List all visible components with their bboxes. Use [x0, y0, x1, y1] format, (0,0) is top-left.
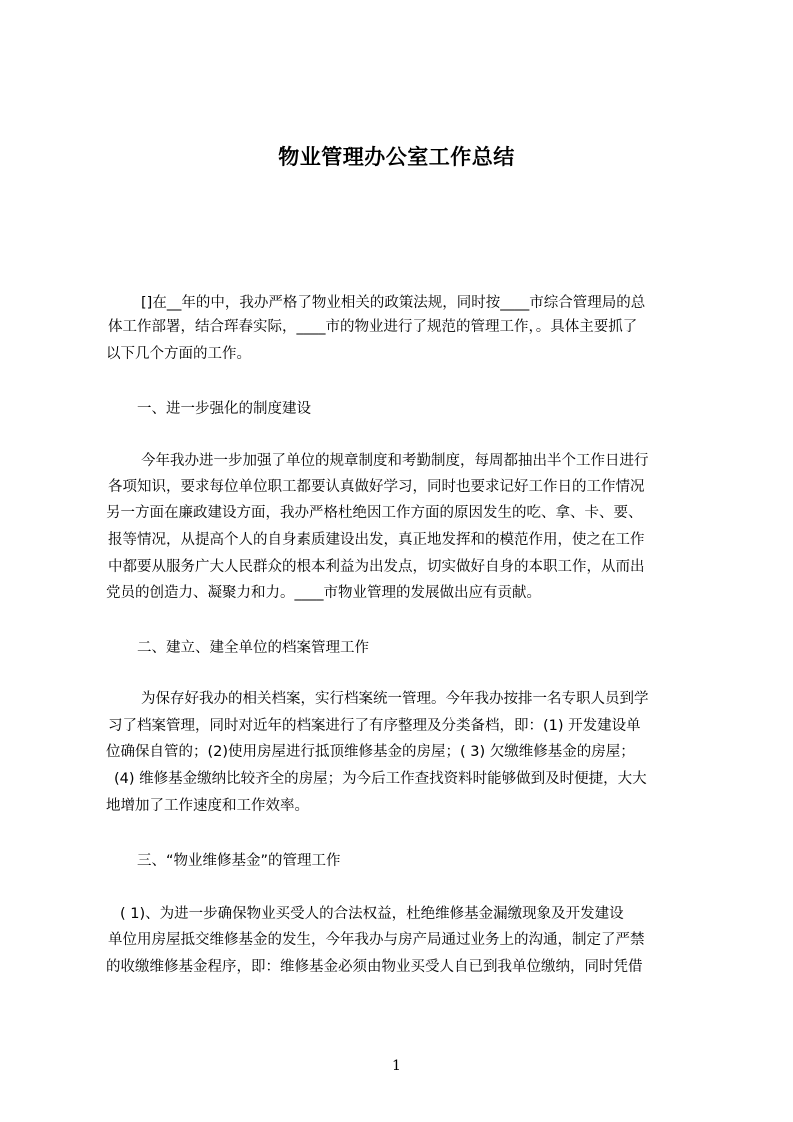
section-heading: 三、“物业维修基金”的管理工作 — [137, 853, 341, 869]
paragraph-line: (4) 维修基金缴纳比较齐全的房屋；为今后工作查找资料时能够做到及时便捷，大大 — [114, 771, 647, 787]
paragraph-line: 的收缴维修基金程序，即：维修基金必须由物业买受人自已到我单位缴纳，同时凭借 — [106, 959, 643, 975]
paragraph-line: 单位用房屋抵交维修基金的发生，今年我办与房产局通过业务上的沟通，制定了严禁 — [108, 932, 645, 948]
paragraph-line: 另一方面在廉政建设方面，我办严格杜绝因工作方面的原因发生的吃、拿、卡、要、 — [106, 505, 643, 521]
paragraph-line: 地增加了工作速度和工作效率。 — [106, 798, 309, 814]
paragraph-line: 各项知识，要求每位单位职工都要认真做好学习，同时也要求记好工作日的工作情况 — [108, 479, 645, 495]
paragraph-line: []在__年的中，我办严格了物业相关的政策法规，同时按____市综合管理局的总 — [141, 295, 646, 311]
paragraph-line: 中都要从服务广大人民群众的根本利益为出发点，切实做好自身的本职工作，从而出 — [108, 559, 645, 575]
paragraph-line: ( 1)、为进一步确保物业买受人的合法权益，杜绝维修基金漏缴现象及开发建设 — [120, 906, 624, 922]
paragraph-line: 位确保自管的；(2)使用房屋进行抵顶维修基金的房屋；( 3) 欠缴维修基金的房屋； — [106, 744, 635, 760]
paragraph-line: 以下几个方面的工作。 — [106, 346, 251, 362]
paragraph-line: 习了档案管理，同时对近年的档案进行了有序整理及分类备档，即：(1) 开发建设单 — [108, 718, 641, 734]
section-heading: 一、进一步强化的制度建设 — [137, 401, 311, 417]
document-title: 物业管理办公室工作总结 — [278, 145, 515, 169]
paragraph-line: 今年我办进一步加强了单位的规章制度和考勤制度，每周都抽出半个工作日进行 — [141, 453, 649, 469]
paragraph-line: 体工作部署，结合珲春实际，____市的物业进行了规范的管理工作，。具体主要抓了 — [108, 319, 638, 335]
paragraph-line: 党员的创造力、凝聚力和力。____市物业管理的发展做出应有贡献。 — [106, 585, 541, 601]
paragraph-line: 为保存好我办的相关档案，实行档案统一管理。今年我办按排一名专职人员到学 — [141, 691, 649, 707]
page-number: 1 — [392, 1058, 401, 1074]
paragraph-line: 报等情况，从提高个人的自身素质建设出发，真正地发挥和的模范作用，使之在工作 — [108, 532, 645, 548]
section-heading: 二、建立、建全单位的档案管理工作 — [137, 640, 369, 656]
